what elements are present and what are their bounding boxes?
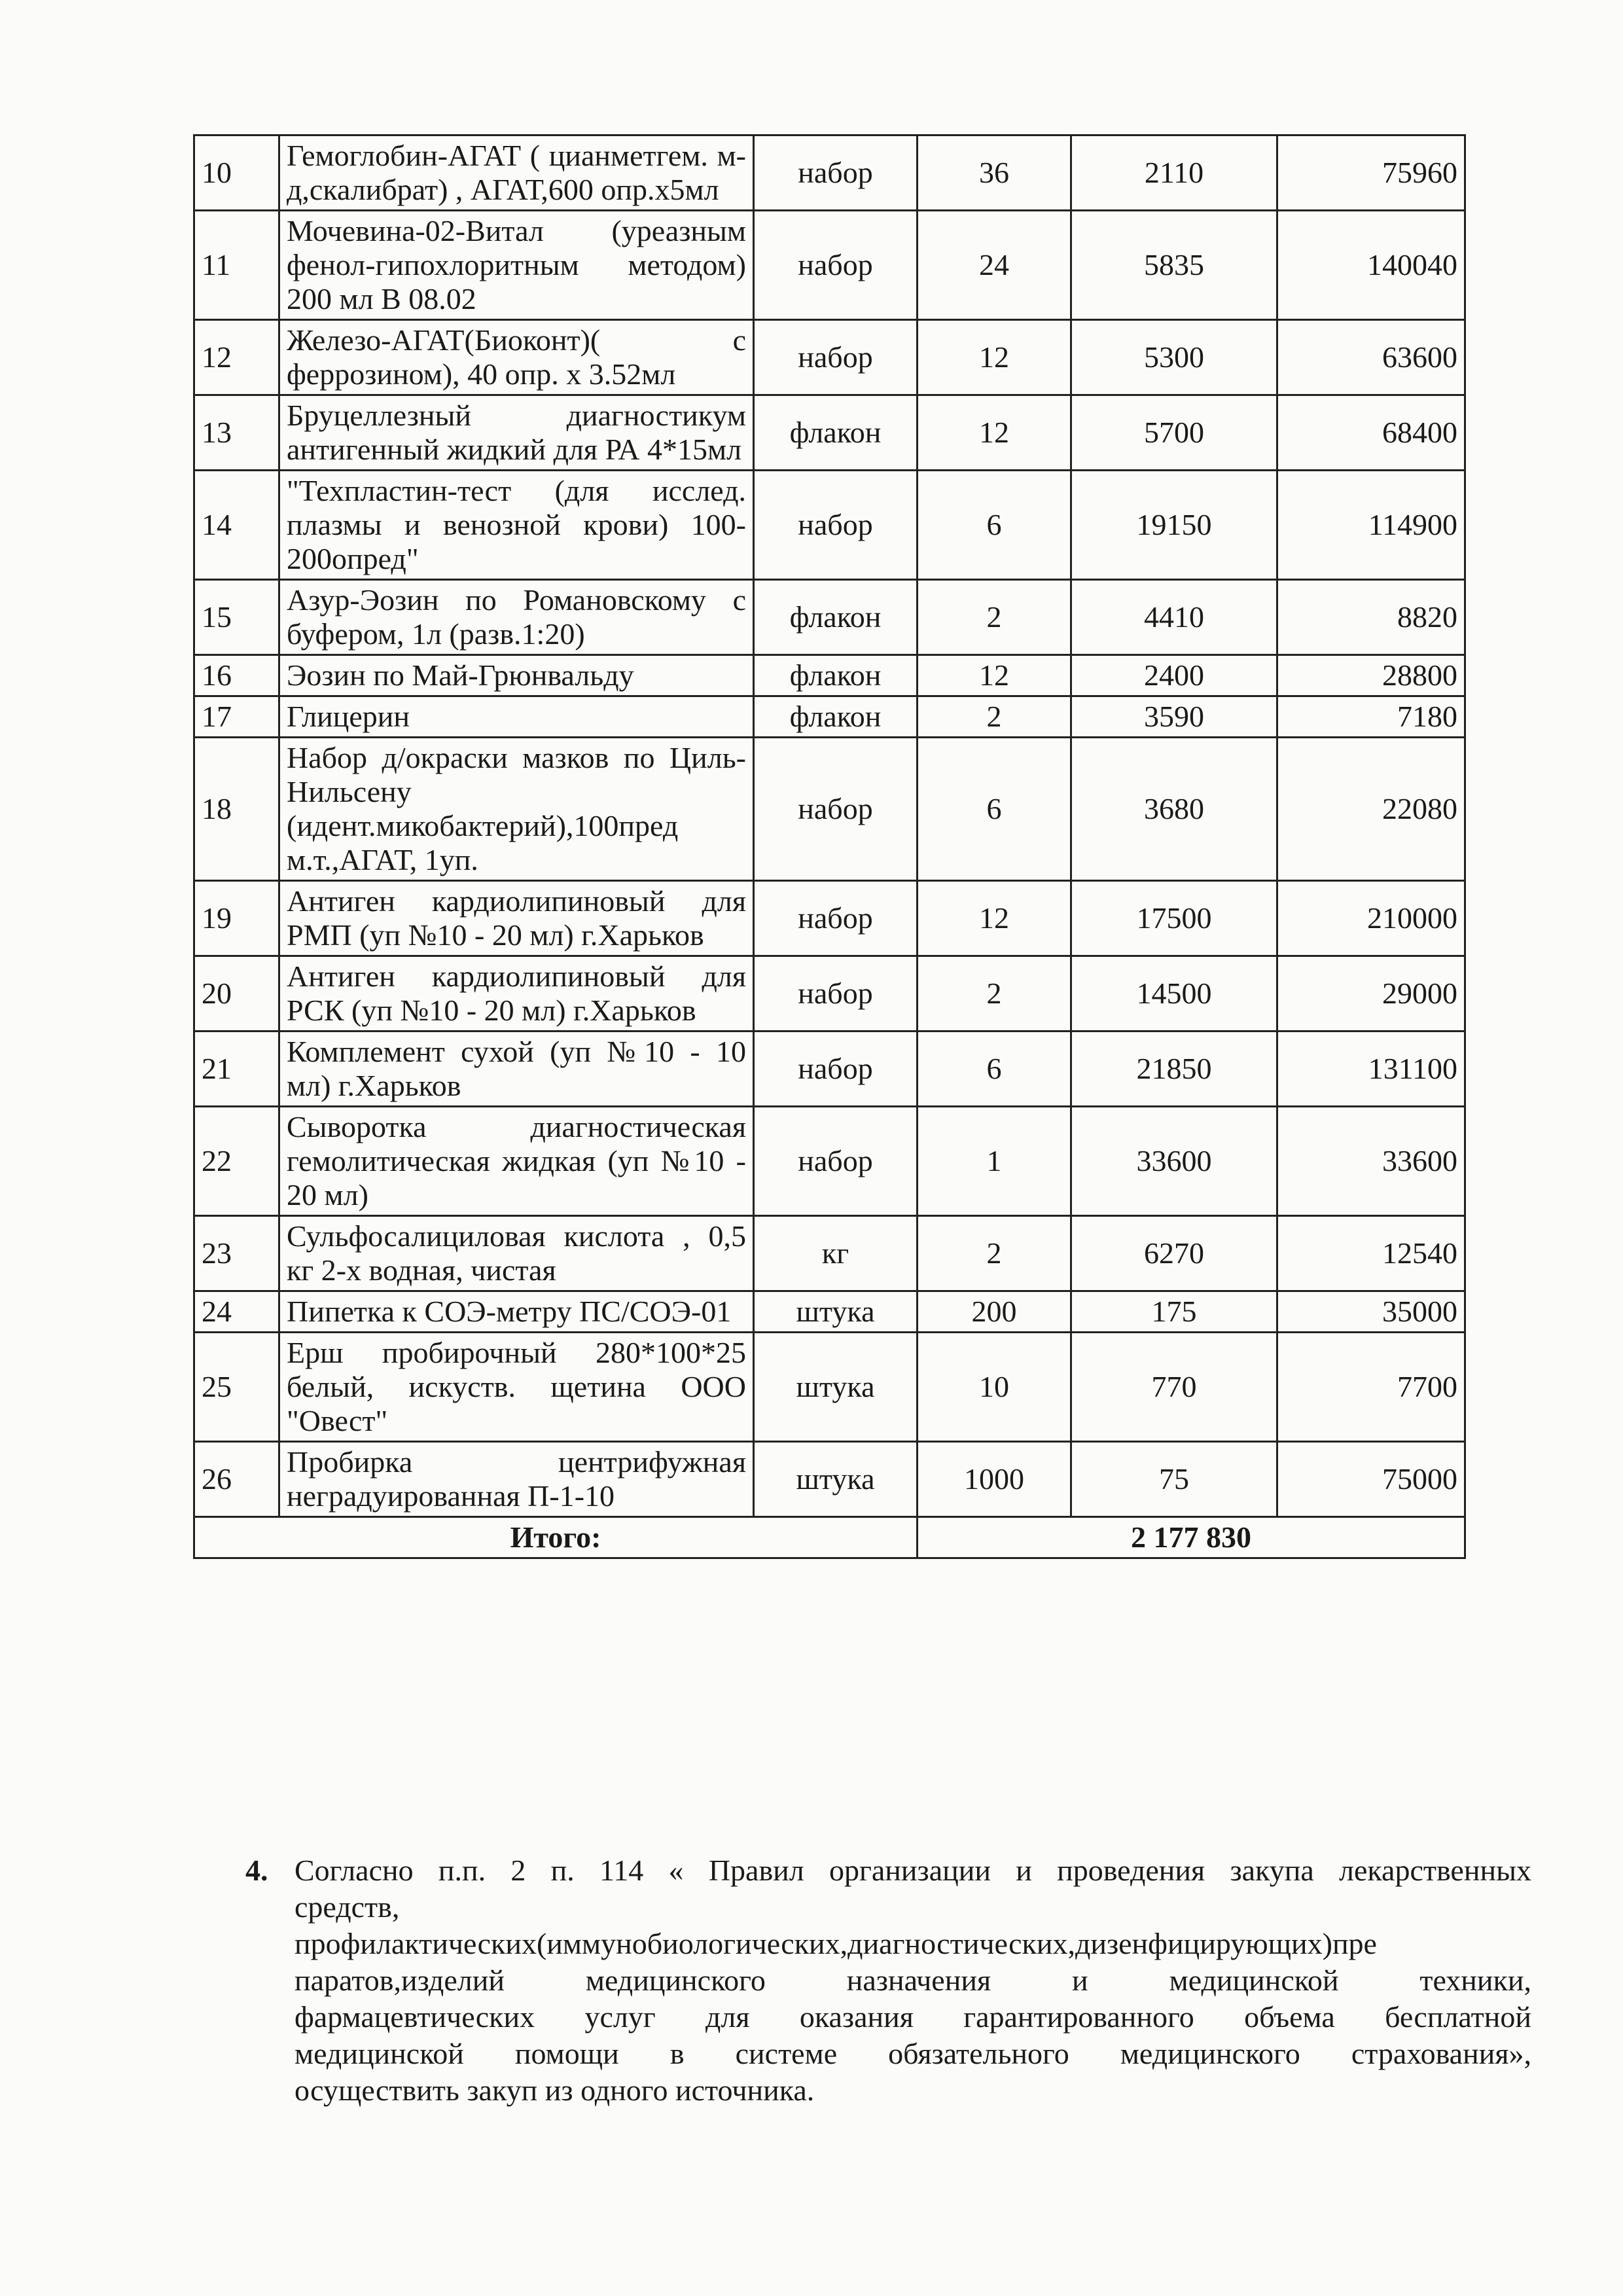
item-unit: кг (754, 1216, 918, 1291)
item-sum: 22080 (1277, 738, 1465, 881)
item-quantity: 2 (918, 696, 1071, 738)
item-unit: набор (754, 956, 918, 1031)
table-row (194, 655, 1465, 696)
row-number: 26 (194, 1442, 279, 1517)
item-price: 175 (1071, 1291, 1277, 1333)
item-quantity: 6 (918, 1031, 1071, 1107)
item-quantity: 2 (918, 580, 1071, 655)
item-price: 2110 (1071, 135, 1277, 211)
item-name: Антиген кардиолипиновый для РСК (уп №10 - 20 мл) г.Харьков (279, 956, 754, 1031)
item-name: Мочевина-02-Витал (уреазным фенол-гипохлоритным методом) 200 мл В 08.02 (279, 211, 754, 320)
row-number: 19 (194, 881, 279, 956)
total-value: 2 177 830 (918, 1517, 1465, 1558)
clause-line: паратов,изделий медицинского назначения и медицинской техники, (294, 1964, 1531, 1997)
table-row (194, 471, 1465, 580)
item-quantity: 2 (918, 956, 1071, 1031)
item-name: Эозин по Май-Грюнвальду (279, 655, 754, 696)
item-sum: 35000 (1277, 1291, 1465, 1333)
item-price: 3590 (1071, 696, 1277, 738)
table-body (194, 135, 1465, 1517)
item-sum: 75000 (1277, 1442, 1465, 1517)
table-row (194, 1333, 1465, 1442)
row-number: 23 (194, 1216, 279, 1291)
total-label: Итого: (194, 1517, 918, 1558)
item-price: 17500 (1071, 881, 1277, 956)
table-row (194, 1031, 1465, 1107)
row-number: 25 (194, 1333, 279, 1442)
item-unit: набор (754, 1031, 918, 1107)
item-name: Глицерин (279, 696, 754, 738)
item-name: Комплемент сухой (уп №10 - 10 мл) г.Харьков (279, 1031, 754, 1107)
item-sum: 63600 (1277, 320, 1465, 395)
item-name: Пробирка центрифужная неградуированная П-1-10 (279, 1442, 754, 1517)
total-row (194, 1517, 1465, 1558)
item-price: 14500 (1071, 956, 1277, 1031)
row-number: 11 (194, 211, 279, 320)
item-name: Набор д/окраски мазков по Циль-Нильсену (идент.микобактерий),100пред м.т.,АГАТ, 1уп. (279, 738, 754, 881)
item-sum: 140040 (1277, 211, 1465, 320)
table-row (194, 135, 1465, 211)
row-number: 15 (194, 580, 279, 655)
row-number: 24 (194, 1291, 279, 1333)
item-price: 75 (1071, 1442, 1277, 1517)
item-name: Ерш пробирочный 280*100*25 белый, искуств. щетина ООО "Овест" (279, 1333, 754, 1442)
item-quantity: 1000 (918, 1442, 1071, 1517)
item-price: 2400 (1071, 655, 1277, 696)
item-quantity: 12 (918, 395, 1071, 471)
clause-line: медицинской помощи в системе обязательного медицинского страхования», (294, 2037, 1531, 2070)
item-price: 6270 (1071, 1216, 1277, 1291)
item-price: 33600 (1071, 1107, 1277, 1216)
item-price: 5700 (1071, 395, 1277, 471)
item-unit: набор (754, 320, 918, 395)
item-unit: набор (754, 881, 918, 956)
table-row (194, 881, 1465, 956)
item-name: "Техпластин-тест (для исслед. плазмы и венозной крови) 100-200опред" (279, 471, 754, 580)
item-name: Сульфосалициловая кислота , 0,5 кг 2-х водная, чистая (279, 1216, 754, 1291)
clause-line: осуществить закуп из одного источника. (294, 2073, 815, 2107)
item-sum: 29000 (1277, 956, 1465, 1031)
item-price: 3680 (1071, 738, 1277, 881)
item-unit: набор (754, 471, 918, 580)
item-unit: флакон (754, 696, 918, 738)
item-name: Антиген кардиолипиновый для РМП (уп №10 - 20 мл) г.Харьков (279, 881, 754, 956)
item-name: Гемоглобин-АГАТ ( цианметгем. м-д,скалибрат) , АГАТ,600 опр.х5мл (279, 135, 754, 211)
item-price: 19150 (1071, 471, 1277, 580)
item-sum: 8820 (1277, 580, 1465, 655)
item-unit: штука (754, 1333, 918, 1442)
item-quantity: 6 (918, 471, 1071, 580)
row-number: 13 (194, 395, 279, 471)
item-sum: 210000 (1277, 881, 1465, 956)
item-price: 5300 (1071, 320, 1277, 395)
item-unit: штука (754, 1291, 918, 1333)
table-row (194, 956, 1465, 1031)
item-unit: штука (754, 1442, 918, 1517)
table-row (194, 395, 1465, 471)
item-quantity: 12 (918, 320, 1071, 395)
row-number: 14 (194, 471, 279, 580)
row-number: 18 (194, 738, 279, 881)
table-row (194, 320, 1465, 395)
procurement-table (193, 134, 1466, 1559)
item-sum: 7180 (1277, 696, 1465, 738)
item-quantity: 12 (918, 881, 1071, 956)
item-unit: набор (754, 1107, 918, 1216)
item-name: Железо-АГАТ(Биоконт)( с феррозином), 40 опр. х 3.52мл (279, 320, 754, 395)
clause-line: фармацевтических услуг для оказания гарантированного объема бесплатной (294, 2000, 1531, 2034)
clause-paragraph (245, 1852, 1531, 2109)
item-unit: флакон (754, 395, 918, 471)
item-name: Бруцеллезный диагностикум антигенный жидкий для РА 4*15мл (279, 395, 754, 471)
row-number: 10 (194, 135, 279, 211)
item-sum: 33600 (1277, 1107, 1465, 1216)
table-row (194, 1442, 1465, 1517)
item-sum: 75960 (1277, 135, 1465, 211)
item-quantity: 12 (918, 655, 1071, 696)
table-row (194, 1291, 1465, 1333)
item-sum: 131100 (1277, 1031, 1465, 1107)
row-number: 12 (194, 320, 279, 395)
item-price: 770 (1071, 1333, 1277, 1442)
item-quantity: 6 (918, 738, 1071, 881)
table-row (194, 580, 1465, 655)
item-name: Азур-Эозин по Романовскому с буфером, 1л (разв.1:20) (279, 580, 754, 655)
item-unit: флакон (754, 655, 918, 696)
item-quantity: 1 (918, 1107, 1071, 1216)
item-quantity: 200 (918, 1291, 1071, 1333)
row-number: 21 (194, 1031, 279, 1107)
item-price: 21850 (1071, 1031, 1277, 1107)
item-sum: 7700 (1277, 1333, 1465, 1442)
table-row (194, 738, 1465, 881)
row-number: 16 (194, 655, 279, 696)
table-row (194, 1107, 1465, 1216)
clause-line: профилактических(иммунобиологических,диагностических,дизенфицирующих)пре (294, 1927, 1377, 1960)
item-unit: набор (754, 738, 918, 881)
item-sum: 68400 (1277, 395, 1465, 471)
item-name: Сыворотка диагностическая гемолитическая жидкая (уп №10 - 20 мл) (279, 1107, 754, 1216)
item-sum: 12540 (1277, 1216, 1465, 1291)
item-name: Пипетка к СОЭ-метру ПС/СОЭ-01 (279, 1291, 754, 1333)
item-quantity: 2 (918, 1216, 1071, 1291)
row-number: 20 (194, 956, 279, 1031)
item-unit: набор (754, 211, 918, 320)
item-price: 5835 (1071, 211, 1277, 320)
item-quantity: 24 (918, 211, 1071, 320)
item-quantity: 10 (918, 1333, 1071, 1442)
item-price: 4410 (1071, 580, 1277, 655)
row-number: 22 (194, 1107, 279, 1216)
item-sum: 28800 (1277, 655, 1465, 696)
table-row (194, 211, 1465, 320)
row-number: 17 (194, 696, 279, 738)
table-row (194, 1216, 1465, 1291)
item-unit: набор (754, 135, 918, 211)
item-unit: флакон (754, 580, 918, 655)
clause-line: Согласно п.п. 2 п. 114 « Правил организации и проведения закупа лекарственных (294, 1854, 1531, 1887)
table-row (194, 696, 1465, 738)
clause-line: средств, (294, 1890, 400, 1924)
clause-number: 4. (245, 1854, 268, 1887)
item-quantity: 36 (918, 135, 1071, 211)
item-sum: 114900 (1277, 471, 1465, 580)
